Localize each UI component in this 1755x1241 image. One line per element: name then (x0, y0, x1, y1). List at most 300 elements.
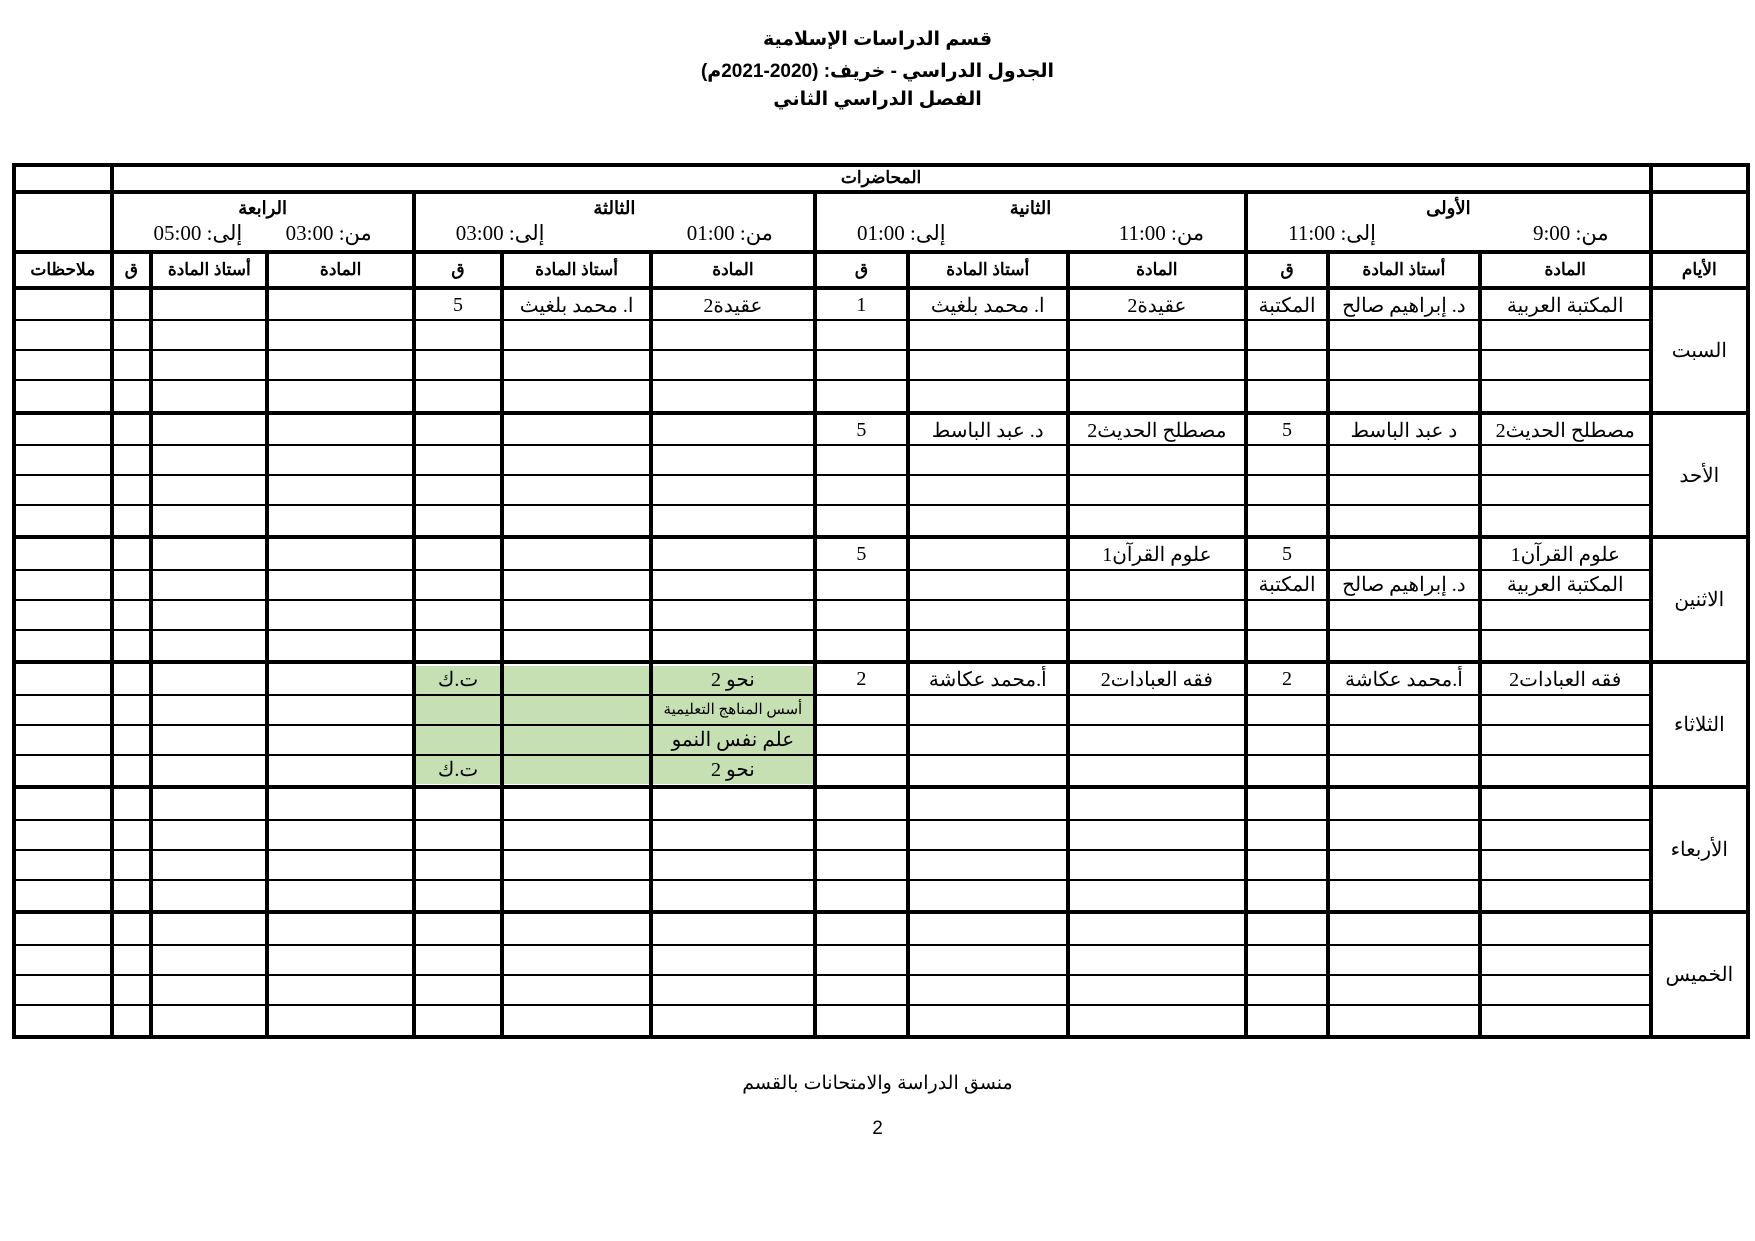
slot-line (416, 726, 501, 756)
teacher-cell (504, 290, 649, 411)
slot-line (910, 476, 1066, 506)
room-cell (114, 789, 150, 910)
schedule-title: الجدول الدراسي - خريف: (2020-2021م) (700, 61, 1055, 82)
slot-line (653, 506, 813, 534)
slot-line (653, 631, 813, 659)
slot-line (1070, 976, 1245, 1006)
slot-line (653, 851, 813, 881)
slot-line: د عبد الباسط (1330, 416, 1478, 446)
slot-line (153, 1006, 265, 1034)
slot-line (910, 976, 1066, 1006)
room-cell (1248, 290, 1326, 411)
slot-line (1482, 946, 1649, 976)
slot-line (416, 601, 501, 631)
slot-line (1482, 851, 1649, 881)
slot-line (1070, 381, 1245, 409)
slot-line (910, 446, 1066, 476)
subject-cell (1482, 415, 1649, 536)
slot-line (16, 351, 110, 381)
slot-line (1070, 321, 1245, 351)
slot-line (1330, 726, 1478, 756)
slot-line: ت.ك (416, 756, 501, 784)
slot-line (114, 881, 150, 909)
column-header-subject: المادة (1070, 254, 1245, 286)
slot-line (817, 696, 906, 726)
slot-line (1330, 696, 1478, 726)
slot-line (1070, 881, 1245, 909)
notes-cell (16, 415, 110, 536)
slot-line (817, 506, 906, 534)
slot-line: مصطلح الحديث2 (1070, 416, 1245, 446)
slot-line (817, 351, 906, 381)
slot-line: 2 (1248, 666, 1326, 696)
room-cell (114, 415, 150, 536)
slot-line: 1 (817, 291, 906, 321)
slot-line (910, 696, 1066, 726)
slot-line (817, 791, 906, 821)
slot-line (1248, 381, 1326, 409)
day-name: الاثنين (1653, 539, 1746, 660)
subject-cell (269, 664, 411, 785)
slot-line (1070, 756, 1245, 784)
subject-cell (269, 415, 411, 536)
slot-line: 2 (817, 666, 906, 696)
slot-line (1482, 446, 1649, 476)
slot-line (910, 381, 1066, 409)
slot-line (1070, 506, 1245, 534)
teacher-cell (504, 415, 649, 536)
slot-line (1330, 381, 1478, 409)
subject-cell (653, 789, 813, 910)
slot-line (1248, 821, 1326, 851)
slot-line (504, 726, 649, 756)
slot-line (269, 446, 411, 476)
slot-line (114, 571, 150, 601)
room-cell (817, 539, 906, 660)
slot-line (1330, 881, 1478, 909)
subject-cell (653, 290, 813, 411)
slot-line (653, 351, 813, 381)
slot-line (653, 321, 813, 351)
slot-line (114, 601, 150, 631)
slot-line (910, 916, 1066, 946)
teacher-cell (1330, 539, 1478, 660)
slot-line (504, 916, 649, 946)
slot-line (504, 756, 649, 784)
slot-line (1070, 821, 1245, 851)
teacher-cell (910, 415, 1066, 536)
slot-line (153, 351, 265, 381)
teacher-cell (504, 914, 649, 1035)
slot-line (269, 476, 411, 506)
schedule-table (12, 163, 1750, 1039)
slot-line (817, 476, 906, 506)
column-header-room: ق (114, 254, 150, 286)
day-row (16, 914, 1746, 1035)
subject-cell (1482, 664, 1649, 785)
notes-cell (16, 664, 110, 785)
slot-line (504, 696, 649, 726)
slot-line (1070, 446, 1245, 476)
slot-line (653, 446, 813, 476)
slot-line: علوم القرآن1 (1070, 541, 1245, 571)
slot-line (817, 601, 906, 631)
slot-line (910, 756, 1066, 784)
slot-line (16, 666, 110, 696)
slot-line (1330, 851, 1478, 881)
slot-line (504, 791, 649, 821)
slot-line (16, 291, 110, 321)
slot-line (1248, 696, 1326, 726)
period-header-3 (416, 194, 813, 250)
room-cell (817, 789, 906, 910)
day-row (16, 664, 1746, 785)
slot-line (910, 851, 1066, 881)
slot-line (910, 321, 1066, 351)
slot-line (504, 571, 649, 601)
slot-line: 5 (817, 541, 906, 571)
slot-line (910, 601, 1066, 631)
slot-line (1070, 696, 1245, 726)
slot-line (504, 946, 649, 976)
slot-line (653, 1006, 813, 1034)
slot-line (16, 791, 110, 821)
column-header-subject: المادة (1482, 254, 1649, 286)
slot-line (416, 416, 501, 446)
slot-line (1482, 1006, 1649, 1034)
slot-line (16, 696, 110, 726)
slot-line: ا. محمد بلغيث (910, 291, 1066, 321)
slot-line (114, 791, 150, 821)
slot-line (416, 476, 501, 506)
notes-cell (16, 290, 110, 411)
slot-line (16, 381, 110, 409)
subject-cell (1482, 539, 1649, 660)
slot-line (16, 851, 110, 881)
room-cell (1248, 664, 1326, 785)
slot-line (16, 881, 110, 909)
slot-line: 5 (416, 291, 501, 321)
slot-line (653, 821, 813, 851)
slot-line (653, 571, 813, 601)
slot-line (269, 541, 411, 571)
period-name: الرابعة (238, 197, 288, 218)
slot-line (1482, 916, 1649, 946)
slot-line (910, 946, 1066, 976)
slot-line (416, 946, 501, 976)
period-to: إلى: 11:00 (1288, 220, 1377, 245)
slot-line (269, 976, 411, 1006)
slot-line (153, 291, 265, 321)
slot-line (1248, 726, 1326, 756)
subject-cell (1070, 290, 1245, 411)
teacher-cell (504, 789, 649, 910)
slot-line (416, 821, 501, 851)
slot-line: 5 (1248, 541, 1326, 571)
slot-line (153, 851, 265, 881)
slot-line (817, 976, 906, 1006)
slot-line (1248, 1006, 1326, 1034)
slot-line (153, 571, 265, 601)
subject-cell (1482, 290, 1649, 411)
slot-line (153, 601, 265, 631)
slot-line (269, 696, 411, 726)
day-row (16, 539, 1746, 660)
slot-line (1330, 791, 1478, 821)
room-cell (1248, 789, 1326, 910)
slot-line (817, 756, 906, 784)
slot-line (153, 321, 265, 351)
slot-line (910, 726, 1066, 756)
slot-line (416, 351, 501, 381)
slot-line (1070, 791, 1245, 821)
slot-line (1248, 976, 1326, 1006)
slot-line (153, 976, 265, 1006)
slot-line (653, 476, 813, 506)
slot-line (1248, 631, 1326, 659)
subject-cell (1070, 539, 1245, 660)
room-cell (114, 290, 150, 411)
period-to: إلى: 03:00 (455, 220, 545, 245)
column-header-teacher: أستاذ المادة (1330, 254, 1478, 286)
period-name: الأولى (1426, 197, 1471, 218)
slot-line (269, 726, 411, 756)
slot-line (817, 881, 906, 909)
slot-line (16, 946, 110, 976)
slot-line (114, 446, 150, 476)
slot-line (1482, 601, 1649, 631)
period-from: من: 9:00 (1532, 220, 1609, 245)
slot-line (114, 416, 150, 446)
slot-line (1248, 321, 1326, 351)
day-name: الأحد (1653, 415, 1746, 536)
slot-line (817, 571, 906, 601)
room-cell (416, 290, 501, 411)
slot-line (153, 916, 265, 946)
slot-line (16, 321, 110, 351)
slot-line (269, 291, 411, 321)
column-header-days: الأيام (1653, 254, 1746, 286)
subject-cell (269, 914, 411, 1035)
subject-cell (1070, 914, 1245, 1035)
slot-line (416, 976, 501, 1006)
slot-line (269, 381, 411, 409)
slot-line (153, 541, 265, 571)
slot-line (269, 916, 411, 946)
teacher-cell (1330, 415, 1478, 536)
slot-line (910, 571, 1066, 601)
slot-line (114, 631, 150, 659)
room-cell (114, 664, 150, 785)
slot-line (416, 571, 501, 601)
room-cell (416, 664, 501, 785)
slot-line: أسس المناهج التعليمية (653, 696, 813, 726)
slot-line (1330, 476, 1478, 506)
semester-title: الفصل الدراسي الثاني (773, 89, 982, 110)
slot-line (16, 916, 110, 946)
slot-line (1482, 381, 1649, 409)
column-header-teacher: أستاذ المادة (504, 254, 649, 286)
slot-line (1248, 851, 1326, 881)
slot-line (1070, 571, 1245, 601)
slot-line (1330, 1006, 1478, 1034)
slot-line (1248, 916, 1326, 946)
day-name: الأربعاء (1653, 789, 1746, 910)
teacher-cell (1330, 914, 1478, 1035)
slot-line (1482, 351, 1649, 381)
slot-line: د. إبراهيم صالح (1330, 571, 1478, 601)
column-header-room: ق (1248, 254, 1326, 286)
slot-line (653, 916, 813, 946)
slot-line (114, 756, 150, 784)
slot-line (1248, 446, 1326, 476)
subject-cell (1070, 415, 1245, 536)
slot-line: نحو 2 (653, 756, 813, 784)
slot-line (16, 726, 110, 756)
slot-line (16, 571, 110, 601)
slot-line (153, 476, 265, 506)
slot-line (114, 476, 150, 506)
slot-line (910, 791, 1066, 821)
slot-line (269, 601, 411, 631)
room-cell (817, 664, 906, 785)
slot-line: نحو 2 (653, 666, 813, 696)
slot-line (1330, 601, 1478, 631)
column-header-room: ق (817, 254, 906, 286)
teacher-cell (153, 664, 265, 785)
slot-line (1482, 506, 1649, 534)
slot-line (153, 446, 265, 476)
slot-line (16, 756, 110, 784)
slot-line (416, 851, 501, 881)
teacher-cell (153, 415, 265, 536)
slot-line (504, 506, 649, 534)
column-header-notes: ملاحظات (16, 254, 110, 286)
teacher-cell (910, 290, 1066, 411)
slot-line (416, 881, 501, 909)
slot-line (1482, 321, 1649, 351)
slot-line (1248, 351, 1326, 381)
subject-cell (1070, 664, 1245, 785)
subject-cell (269, 290, 411, 411)
period-to: إلى: 01:00 (856, 220, 946, 245)
slot-line (910, 821, 1066, 851)
slot-line (1330, 541, 1478, 571)
slot-line (817, 631, 906, 659)
slot-line (16, 976, 110, 1006)
slot-line (153, 631, 265, 659)
slot-line (16, 541, 110, 571)
teacher-cell (504, 664, 649, 785)
slot-line (269, 791, 411, 821)
slot-line (114, 666, 150, 696)
lectures-title: المحاضرات (114, 167, 1649, 190)
slot-line (153, 881, 265, 909)
room-cell (114, 914, 150, 1035)
slot-line (153, 946, 265, 976)
slot-line (269, 416, 411, 446)
footer-coordinator: منسق الدراسة والامتحانات بالقسم (742, 1073, 1013, 1094)
slot-line (1482, 881, 1649, 909)
slot-line (504, 631, 649, 659)
slot-line (416, 381, 501, 409)
subject-cell (1482, 789, 1649, 910)
slot-line (114, 851, 150, 881)
slot-line: فقه العبادات2 (1482, 666, 1649, 696)
room-cell (817, 415, 906, 536)
day-name: السبت (1653, 290, 1746, 411)
column-header-room: ق (416, 254, 501, 286)
slot-line (817, 946, 906, 976)
period-name: الثالثة (593, 197, 636, 218)
slot-line (817, 446, 906, 476)
slot-line (416, 321, 501, 351)
slot-line (653, 976, 813, 1006)
slot-line (16, 446, 110, 476)
slot-line (153, 696, 265, 726)
subject-cell (269, 789, 411, 910)
slot-line (416, 916, 501, 946)
slot-line (16, 476, 110, 506)
notes-cell (16, 914, 110, 1035)
day-row (16, 415, 1746, 536)
subject-cell (653, 664, 813, 785)
slot-line (504, 321, 649, 351)
slot-line (1330, 351, 1478, 381)
notes-cell (16, 539, 110, 660)
column-header-teacher: أستاذ المادة (153, 254, 265, 286)
column-header-teacher: أستاذ المادة (910, 254, 1066, 286)
room-cell (416, 539, 501, 660)
slot-line (1070, 601, 1245, 631)
slot-line (1482, 756, 1649, 784)
slot-line: عقيدة2 (1070, 291, 1245, 321)
slot-line (1330, 446, 1478, 476)
slot-line (114, 726, 150, 756)
slot-line (1330, 321, 1478, 351)
teacher-cell (153, 789, 265, 910)
slot-line (504, 851, 649, 881)
column-header-subject: المادة (653, 254, 813, 286)
slot-line (1330, 946, 1478, 976)
period-from: من: 11:00 (1118, 220, 1205, 245)
teacher-cell (504, 539, 649, 660)
slot-line: 5 (817, 416, 906, 446)
subject-cell (653, 415, 813, 536)
slot-line (16, 1006, 110, 1034)
slot-line (504, 351, 649, 381)
slot-line (1070, 946, 1245, 976)
period-name: الثانية (1009, 197, 1052, 218)
slot-line: 5 (1248, 416, 1326, 446)
slot-line: المكتبة العربية (1482, 291, 1649, 321)
teacher-cell (1330, 290, 1478, 411)
slot-line (416, 1006, 501, 1034)
room-cell (416, 789, 501, 910)
slot-line (910, 351, 1066, 381)
subject-cell (269, 539, 411, 660)
slot-line (1070, 351, 1245, 381)
slot-line (269, 666, 411, 696)
room-cell (1248, 539, 1326, 660)
teacher-cell (153, 914, 265, 1035)
slot-line (1248, 476, 1326, 506)
slot-line (1482, 726, 1649, 756)
slot-line: د. عبد الباسط (910, 416, 1066, 446)
slot-line (114, 1006, 150, 1034)
teacher-cell (153, 539, 265, 660)
slot-line (114, 351, 150, 381)
